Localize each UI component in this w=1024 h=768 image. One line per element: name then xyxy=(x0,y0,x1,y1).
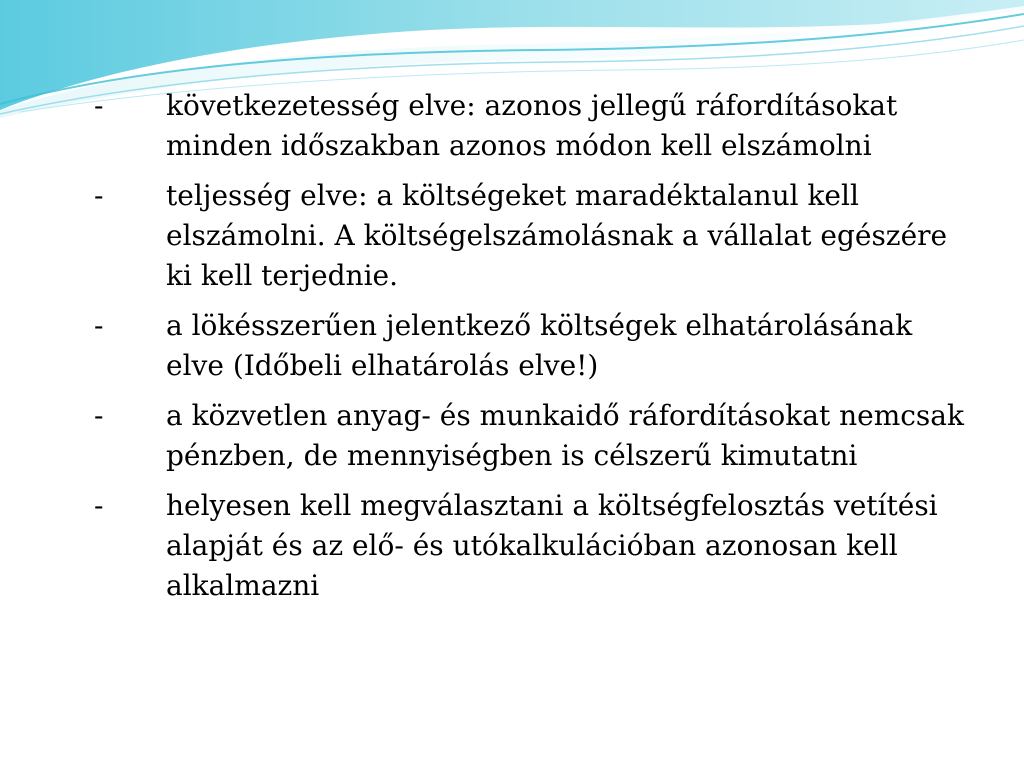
list-item xyxy=(92,176,972,296)
bullet-list xyxy=(92,86,972,616)
bullet-marker: - xyxy=(94,179,104,212)
list-item xyxy=(92,86,972,166)
list-item xyxy=(92,396,972,476)
bullet-marker: - xyxy=(94,489,104,522)
list-item-text: teljesség elve: a költségeket maradéktalanul kell elszámolni. A költségelszámolásnak a vállalat egészére ki kell terjednie. xyxy=(166,179,948,292)
bullet-marker: - xyxy=(94,89,104,122)
list-item-text: helyesen kell megválasztani a költségfelosztás vetítési alapját és az elő- és utókalkulációban azonosan kell alkalmazni xyxy=(166,489,938,602)
list-item xyxy=(92,486,972,606)
bullet-marker: - xyxy=(94,309,104,342)
list-item-text: következetesség elve: azonos jellegű ráfordításokat minden időszakban azonos módon kell elszámolni xyxy=(166,89,898,162)
list-item-text: a lökésszerűen jelentkező költségek elhatárolásának elve (Időbeli elhatárolás elve!) xyxy=(166,309,913,382)
bullet-marker: - xyxy=(94,399,104,432)
list-item xyxy=(92,306,972,386)
list-item-text: a közvetlen anyag- és munkaidő ráfordításokat nemcsak pénzben, de mennyiségben is célszerű kimutatni xyxy=(166,399,964,472)
